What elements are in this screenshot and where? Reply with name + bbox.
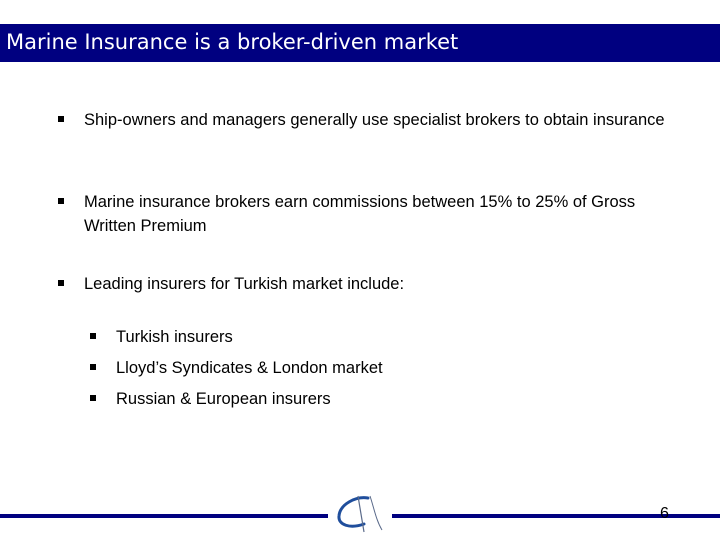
page-number: 6	[660, 505, 669, 522]
footer-divider-right	[392, 514, 720, 518]
footer-divider-left	[0, 514, 328, 518]
square-bullet-icon	[90, 333, 96, 339]
sub-bullet-item	[116, 325, 676, 349]
bullet-item	[84, 272, 684, 296]
sub-bullet-text: Turkish insurers	[116, 328, 233, 346]
square-bullet-icon	[58, 198, 64, 204]
sub-bullet-text: Lloyd’s Syndicates & London market	[116, 359, 383, 377]
square-bullet-icon	[58, 116, 64, 122]
square-bullet-icon	[90, 395, 96, 401]
sub-bullet-item	[116, 387, 676, 411]
company-logo-icon	[334, 492, 386, 536]
bullet-text: Ship-owners and managers generally use specialist brokers to obtain insurance	[84, 111, 665, 129]
sub-bullet-text: Russian & European insurers	[116, 390, 331, 408]
slide-title: Marine Insurance is a broker-driven market	[6, 30, 459, 54]
bullet-text: Marine insurance brokers earn commissions between 15% to 25% of Gross Written Premium	[84, 193, 636, 235]
square-bullet-icon	[90, 364, 96, 370]
square-bullet-icon	[58, 280, 64, 286]
bullet-item	[84, 108, 684, 132]
bullet-item	[84, 190, 684, 238]
sub-bullet-item	[116, 356, 676, 380]
bullet-text: Leading insurers for Turkish market include:	[84, 275, 405, 293]
